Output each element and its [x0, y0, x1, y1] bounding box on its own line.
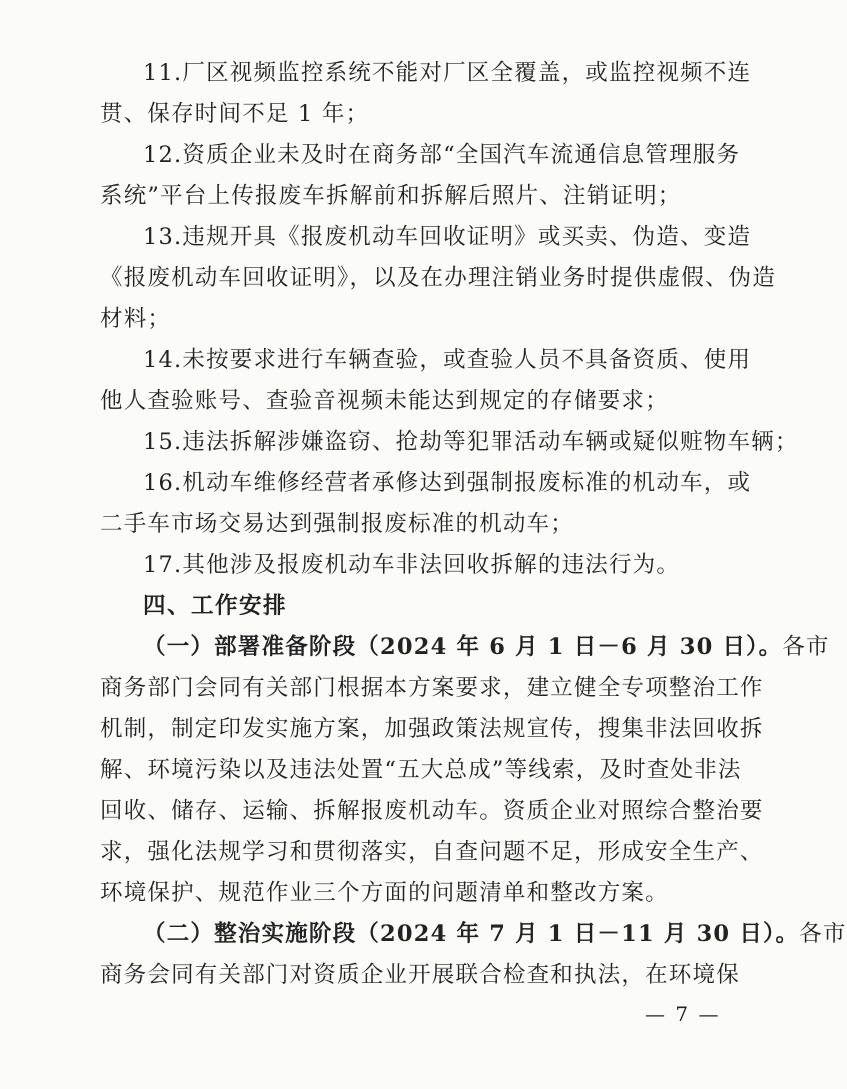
item-14-line-1: 14.未按要求进行车辆查验，或查验人员不具备资质、使用: [143, 347, 752, 373]
stage2-line-1: [143, 919, 847, 949]
stage1-title-rest: 各市: [782, 634, 830, 660]
stage2-line-2: 商务会同有关部门对资质企业开展联合检查和执法，在环境保: [100, 962, 740, 988]
stage1-line-1: [143, 632, 830, 662]
item-14-line-2: 他人查验账号、查验音视频未能达到规定的存储要求；: [100, 388, 669, 414]
item-17-line-1: 17.其他涉及报废机动车非法回收拆解的违法行为。: [143, 552, 681, 578]
item-13-line-1: 13.违规开具《报废机动车回收证明》或买卖、伪造、变造: [143, 224, 752, 250]
item-13-line-2: 《报废机动车回收证明》，以及在办理注销业务时提供虚假、伪造: [100, 265, 777, 291]
stage1-line-5: 回收、储存、运输、拆解报废机动车。资质企业对照综合整治要: [100, 798, 764, 824]
item-15-line-1: 15.违法拆解涉嫌盗窃、抢劫等犯罪活动车辆或疑似赃物车辆；: [143, 429, 799, 455]
section-heading: 四、工作安排: [143, 593, 288, 619]
stage2-title: （二）整治实施阶段（2024 年 7 月 1 日－11 月 30 日）。: [143, 921, 800, 947]
item-11-line-2: 贯、保存时间不足 1 年；: [100, 101, 370, 127]
item-16-line-2: 二手车市场交易达到强制报废标准的机动车；: [100, 511, 575, 537]
stage1-line-4: 解、环境污染以及违法处置“五大总成”等线索，及时查处非法: [100, 757, 742, 783]
stage2-title-rest: 各市: [799, 921, 847, 947]
stage1-line-7: 环境保护、规范作业三个方面的问题清单和整改方案。: [100, 880, 669, 906]
item-12-line-1: 12.资质企业未及时在商务部“全国汽车流通信息管理服务: [143, 142, 741, 168]
stage1-line-3: 机制，制定印发实施方案，加强政策法规宣传，搜集非法回收拆: [100, 716, 764, 742]
stage1-line-2: 商务部门会同有关部门根据本方案要求，建立健全专项整治工作: [100, 675, 764, 701]
item-16-line-1: 16.机动车维修经营者承修达到强制报废标准的机动车，或: [143, 470, 752, 496]
stage1-title: （一）部署准备阶段（2024 年 6 月 1 日－6 月 30 日）。: [143, 634, 783, 660]
page-number: — 7 —: [645, 1002, 721, 1026]
stage1-line-6: 求，强化法规学习和贯彻落实，自查问题不足，形成安全生产、: [100, 839, 764, 865]
item-13-line-3: 材料；: [100, 306, 172, 332]
item-11-line-1: 11.厂区视频监控系统不能对厂区全覆盖，或监控视频不连: [143, 60, 752, 86]
item-12-line-2: 系统”平台上传报废车拆解前和拆解后照片、注销证明；: [100, 183, 682, 209]
